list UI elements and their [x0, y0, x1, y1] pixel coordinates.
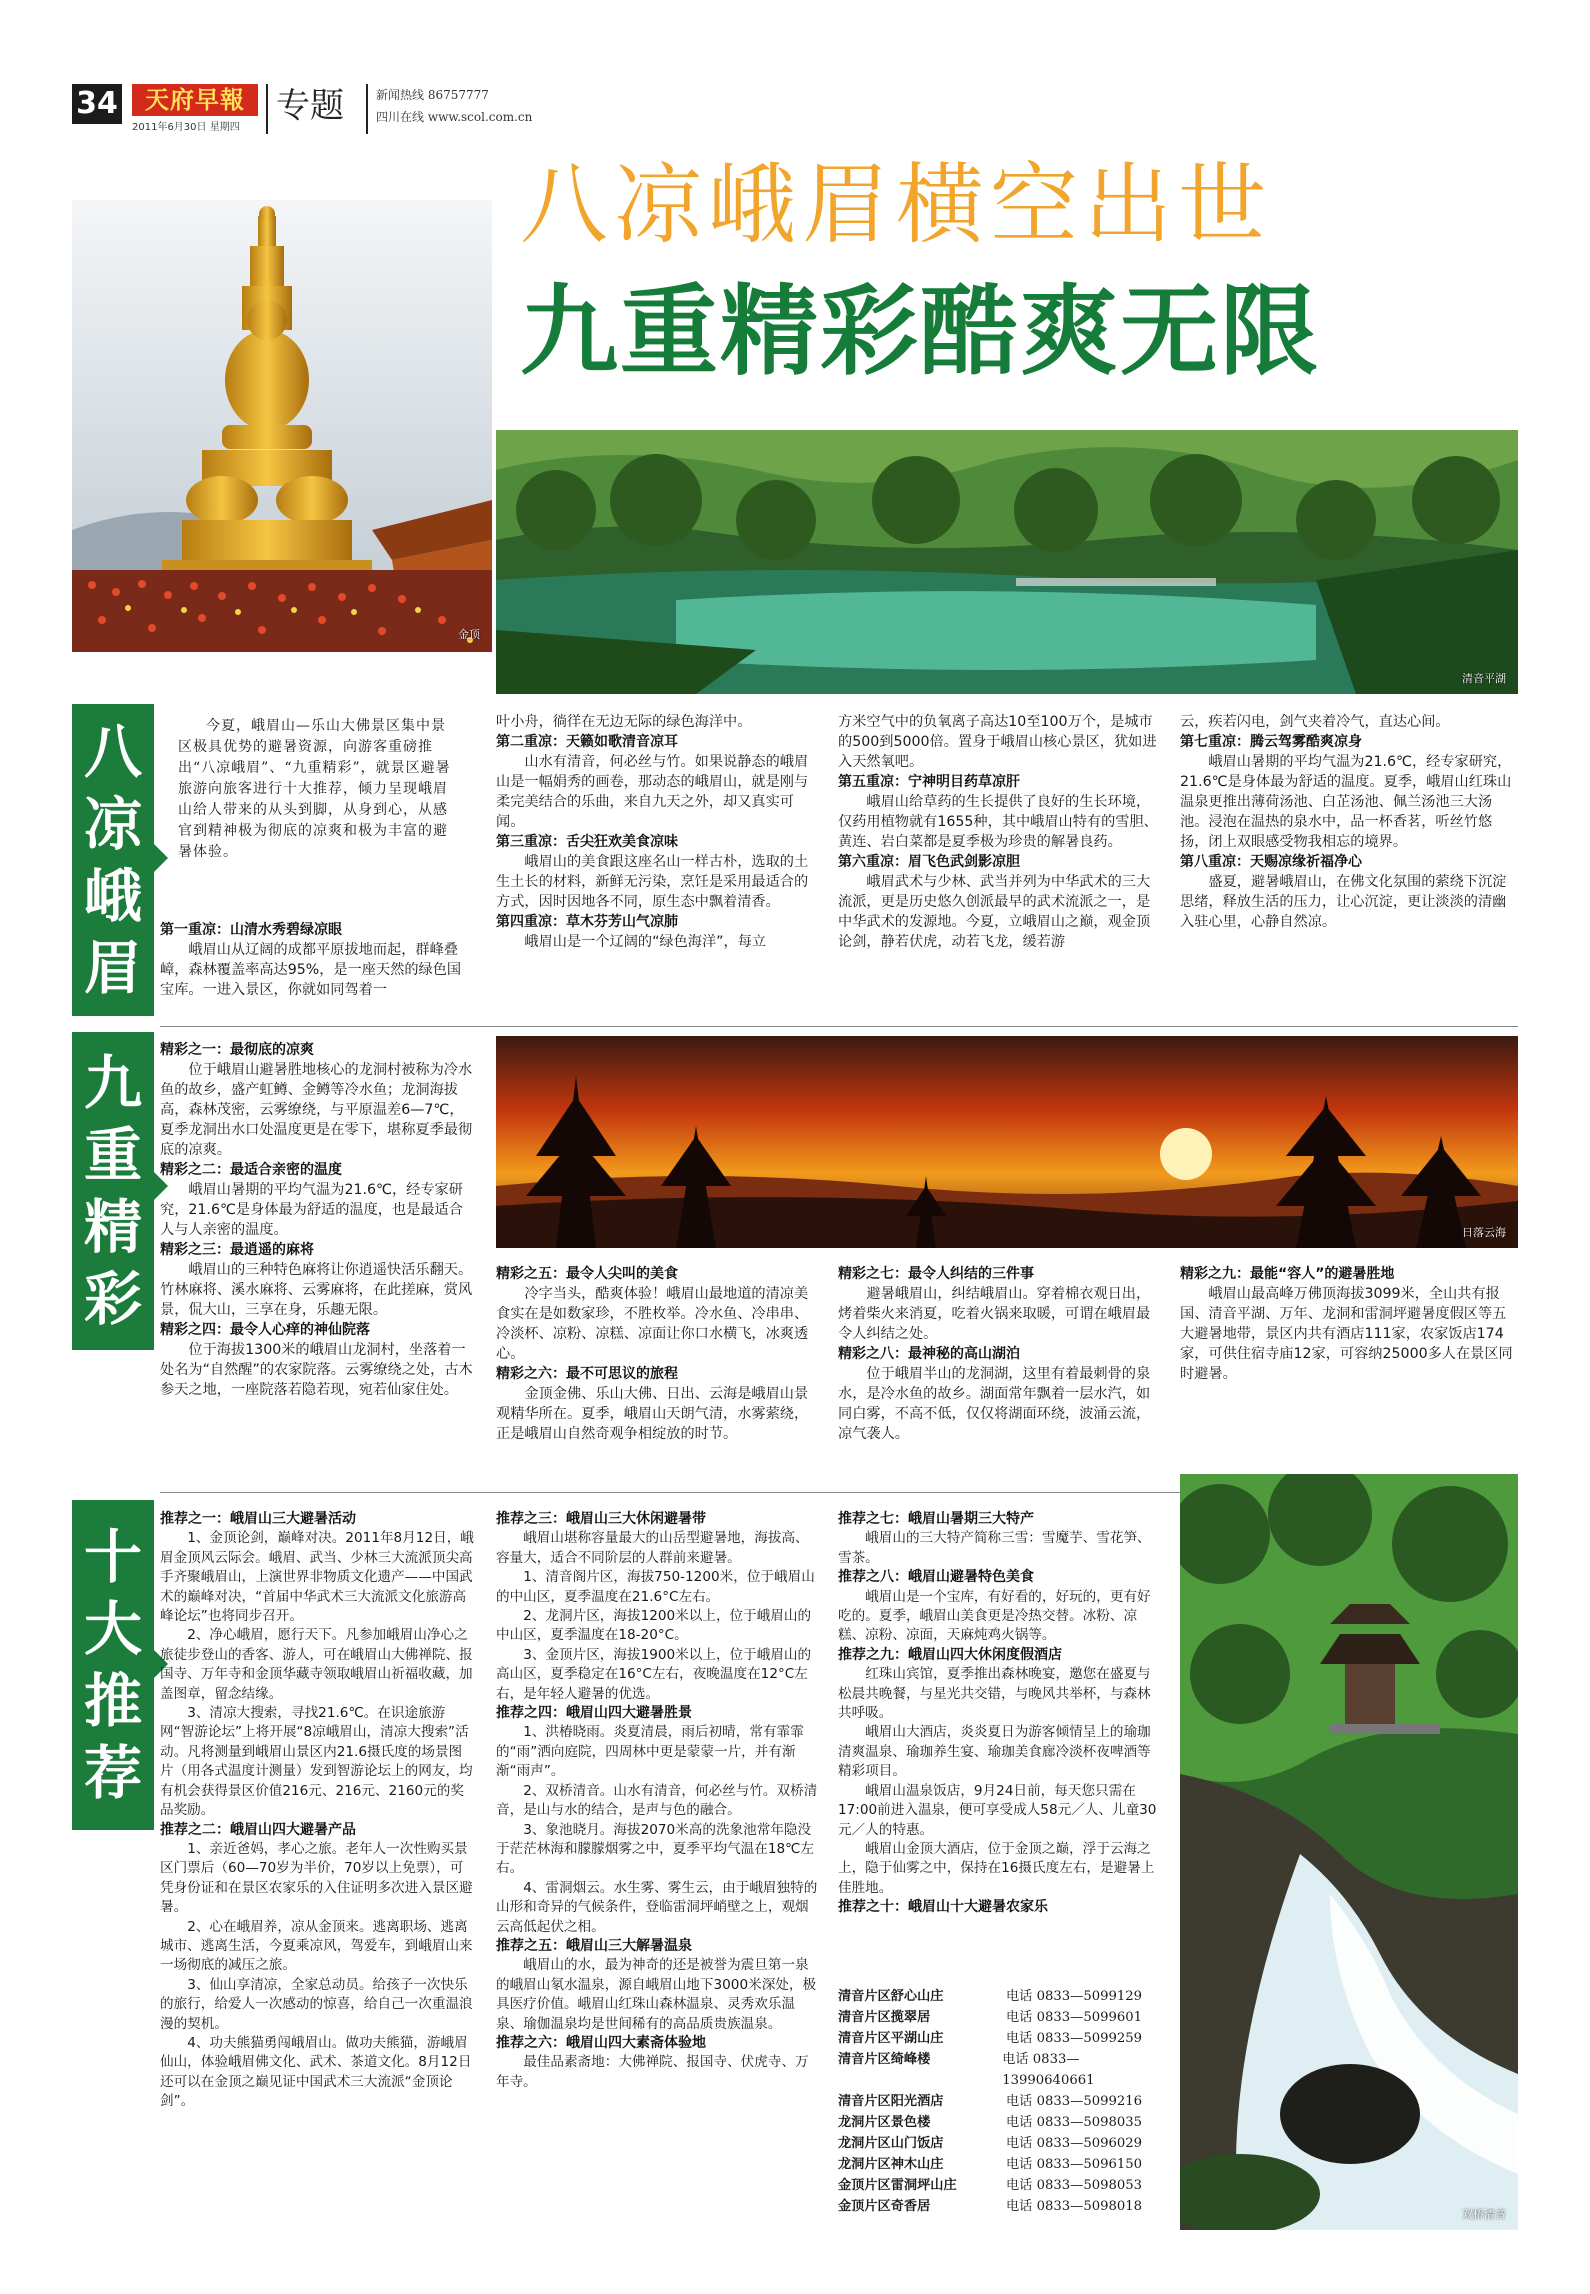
list-item: [838, 2133, 1168, 2154]
body-text: 方米空气中的负氧离子高达10至100万个，是城市的500到5000倍。置身于峨眉山核心景区，犹如进入天然氧吧。: [838, 714, 1157, 770]
ba-liang-column-2: [496, 712, 818, 952]
photo-caption-shuangqiao: 双桥清音: [1462, 2208, 1506, 2221]
body-text: 峨眉山暑期的平均气温为21.6℃，经专家研究，21.6℃是身体最为舒适的温度，也是最适合人与人亲密的温度。: [160, 1182, 463, 1238]
section-heading: 第四重凉：草木芬芳山气凉肺: [496, 914, 678, 930]
tab-char: 九: [83, 1049, 142, 1117]
farmhouse-name: 龙洞片区神木山庄: [838, 2157, 944, 2172]
section-heading: 精彩之一：最彻底的凉爽: [160, 1042, 314, 1058]
body-text: 峨眉山的水，最为神奇的还是被誉为震旦第一泉的峨眉山氡水温泉，源自峨眉山地下3000米深处，极具医疗价值。峨眉山红珠山森林温泉、灵秀欢乐温泉、瑜伽温泉均是世间稀有的高品质贵族温泉。: [496, 1957, 817, 2032]
body-text: 峨眉山给草药的生长提供了良好的生长环境，仅药用植物就有1655种，其中峨眉山特有的雪胆、黄连、岩白菜都是夏季极为珍贵的解暑良药。: [838, 794, 1158, 850]
section-divider: [160, 1026, 1518, 1027]
section-heading: 推荐之六：峨眉山四大素斋体验地: [496, 2034, 706, 2051]
body-text: 山水有清音，何必丝与竹。如果说静态的峨眉山是一幅娟秀的画卷，那动态的峨眉山，就是刚与柔完美结合的乐曲，来自九天之外，却又真实可闻。: [496, 754, 809, 830]
tab-shi-da-tuijian: [72, 1500, 154, 1830]
body-text: 1、洪椿晓雨。炎夏清晨，雨后初晴，常有霏霏的“雨”洒向庭院，四周林中更是蒙蒙一片，并有渐渐“雨声”。: [496, 1724, 804, 1780]
sunset-sea-of-clouds-photo: [496, 1036, 1518, 1248]
farmhouse-name: 清音片区阳光酒店: [838, 2094, 944, 2109]
section-heading: 推荐之九：峨眉山四大休闲度假酒店: [838, 1646, 1062, 1663]
photo-caption-qingyin: 清音平湖: [1462, 672, 1506, 685]
body-text: 冷字当头，酷爽体验！峨眉山最地道的清凉美食实在是如数家珍，不胜枚举。冷水鱼、冷串串、冷淡杯、凉粉、凉糕、凉面让你口水横飞，冰爽透心。: [496, 1286, 809, 1362]
shi-da-column-1: [160, 1510, 474, 2112]
tab-char: 彩: [83, 1265, 142, 1333]
body-text: 峨眉山最高峰万佛顶海拔3099米，全山共有报国、清音平湖、万年、龙洞和雷洞坪避暑度假区等五大避暑地带，景区内共有酒店111家，农家饭店174家，可供住宿寺庙12家，可容纳25000多人在景区同时避暑。: [1180, 1286, 1513, 1382]
section-heading: 第六重凉：眉飞色武剑影凉胆: [838, 854, 1020, 870]
body-text: 峨眉山大酒店，炎炎夏日为游客倾情呈上的瑜珈清爽温泉、瑜珈养生宴、瑜珈美食廊冷淡杯夜啤酒等精彩项目。: [838, 1724, 1151, 1780]
tab-char: 重: [83, 1121, 142, 1189]
tab-char: 荐: [83, 1739, 142, 1807]
news-hotline: 新闻热线 86757777: [376, 88, 489, 102]
body-text: 叶小舟，徜徉在无边无际的绿色海洋中。: [496, 714, 752, 730]
section-heading: 推荐之十：峨眉山十大避暑农家乐: [838, 1899, 1048, 1916]
section-heading: 推荐之四：峨眉山四大避暑胜景: [496, 1705, 692, 1722]
body-text: 云，疾若闪电，剑气夹着冷气，直达心间。: [1180, 714, 1450, 730]
farmhouse-name: 金顶片区雷洞坪山庄: [838, 2178, 957, 2193]
body-text: 峨眉山金顶大酒店，位于金顶之巅，浮于云海之上，隐于仙雾之中，保持在16摄氏度左右，是避暑上佳胜地。: [838, 1840, 1155, 1896]
body-text: 峨眉山温泉饭店，9月24日前，每天您只需在17:00前进入温泉，便可享受成人58元／人、儿童30元／人的特惠。: [838, 1782, 1157, 1838]
list-item: [838, 2196, 1168, 2217]
jiu-zhong-column-4: [1180, 1264, 1518, 1384]
masthead-divider: [266, 84, 268, 134]
shi-da-column-3: [838, 1510, 1160, 1918]
body-text: 2、龙洞片区，海拔1200米以上，位于峨眉山的中山区，夏季温度在18-20°C。: [496, 1608, 812, 1644]
list-item: [838, 2007, 1168, 2028]
section-heading: 精彩之九：最能“容人”的避暑胜地: [1180, 1266, 1395, 1282]
section-heading: 精彩之四：最令人心痒的神仙院落: [160, 1322, 370, 1338]
body-text: 盛夏，避暑峨眉山，在佛文化氛围的萦绕下沉淀思绪，释放生活的压力，让心沉淀，更让淡淡的清幽入驻心里，心静自然凉。: [1180, 874, 1507, 930]
section-heading: 精彩之五：最令人尖叫的美食: [496, 1266, 678, 1282]
section-heading: 第七重凉：腾云驾雾酷爽凉身: [1180, 734, 1362, 750]
section-heading: 精彩之八：最神秘的高山湖泊: [838, 1346, 1020, 1362]
farmhouse-name: 清音片区揽翠居: [838, 2010, 931, 2025]
body-text: 位于海拔1300米的峨眉山龙洞村，坐落着一处名为“自然醒”的农家院落。云雾缭绕之处，古木参天之地，一座院落若隐若现，宛若仙家住处。: [160, 1342, 473, 1398]
section-heading: 精彩之二：最适合亲密的温度: [160, 1162, 342, 1178]
body-text: 峨眉山从辽阔的成都平原拔地而起，群峰叠嶂，森林覆盖率高达95%，是一座天然的绿色国宝库。一进入景区，你就如同驾着一: [160, 942, 462, 998]
section-heading: 推荐之五：峨眉山三大解暑温泉: [496, 1937, 692, 1954]
body-text: 峨眉武术与少林、武当并列为中华武术的三大流派，更是历史悠久创派最早的武术流派之一，是中华武术的发源地。今夏，立峨眉山之巅，观金顶论剑，静若伏虎，动若飞龙，缓若游: [838, 874, 1151, 950]
body-text: 红珠山宾馆，夏季推出森林晚宴，邀您在盛夏与松晨共晚餐，与星光共交错，与晚风共举杯，与森林共呼吸。: [838, 1666, 1151, 1722]
photo-caption-golden-summit: 金顶: [458, 628, 480, 641]
body-text: 峨眉山暑期的平均气温为21.6℃，经专家研究，21.6℃是身体最为舒适的温度。夏季，峨眉山红珠山温泉更推出薄荷汤池、白芷汤池、佩兰汤池三大汤池。浸泡在温热的泉水中，品一杯香茗，听丝竹悠扬，闭上双眼感受物我相忘的境界。: [1180, 754, 1512, 850]
tab-char: 精: [83, 1193, 142, 1261]
body-text: 峨眉山是一个宝库，有好看的，好玩的，更有好吃的。夏季，峨眉山美食更是冷热交替。冰粉、凉糕、凉粉、凉面，天麻炖鸡火锅等。: [838, 1588, 1151, 1644]
body-text: 3、金顶片区，海拔1900米以上，位于峨眉山的高山区，夏季稳定在16°C左右，夜晚温度在12°C左右，是年轻人避暑的优选。: [496, 1646, 812, 1702]
ba-liang-column-1: [160, 920, 472, 1000]
shuangqiao-qingyin-photo: [1180, 1474, 1518, 2230]
tab-arrow: [154, 844, 168, 872]
farmhouse-phone: 电话 0833—5096150: [1006, 2157, 1143, 2172]
farmhouse-phone: 电话 0833—5099259: [1006, 2031, 1143, 2046]
tab-char: 推: [83, 1667, 142, 1735]
paper-logo: 天府早報: [132, 84, 258, 116]
jiu-zhong-column-3: [838, 1264, 1160, 1444]
section-heading: 第八重凉：天赐凉缘祈福净心: [1180, 854, 1362, 870]
list-item: [838, 1986, 1168, 2007]
section-heading: 第五重凉：宁神明目药草凉肝: [838, 774, 1020, 790]
website: 四川在线 www.scol.com.cn: [376, 110, 533, 124]
masthead-divider: [366, 84, 368, 134]
list-item: [838, 2049, 1168, 2091]
body-text: 峨眉山的美食跟这座名山一样古朴，选取的土生土长的材料，新鲜无污染，烹饪是采用最适合的方式，因时因地各不同，原生态中飘着清香。: [496, 854, 809, 910]
qingyin-lake-photo: [496, 430, 1518, 694]
farmhouse-name: 金顶片区奇香居: [838, 2199, 931, 2214]
farmhouse-name: 清音片区绮峰楼: [838, 2052, 931, 2067]
tab-char: 八: [83, 718, 142, 786]
body-text: 最佳品素斋地：大佛禅院、报国寺、伏虎寺、万年寺。: [496, 2054, 809, 2090]
tab-char: 十: [83, 1523, 142, 1591]
body-text: 金顶金佛、乐山大佛、日出、云海是峨眉山景观精华所在。夏季，峨眉山天朗气清，水雾萦绕，正是峨眉山自然奇观争相绽放的时节。: [496, 1386, 809, 1442]
farmhouse-phone: 电话 0833—5099601: [1006, 2010, 1143, 2025]
ba-liang-column-4: [1180, 712, 1518, 932]
list-item: [838, 2154, 1168, 2175]
body-text: 3、象池晓月。海拔2070米高的洗象池常年隐没于茫茫林海和朦朦烟雾之中，夏季平均气温在18℃左右。: [496, 1821, 815, 1877]
section-heading: 推荐之八：峨眉山避暑特色美食: [838, 1569, 1034, 1586]
section-heading: 第一重凉：山清水秀碧绿凉眼: [160, 922, 342, 938]
golden-summit-photo: [72, 200, 492, 652]
section-heading: 精彩之七：最令人纠结的三件事: [838, 1266, 1034, 1282]
section-heading: 推荐之一：峨眉山三大避暑活动: [160, 1511, 356, 1527]
body-text: 2、双桥清音。山水有清音，何必丝与竹。双桥清音，是山与水的结合，是声与色的融合。: [496, 1782, 818, 1819]
section-name: 专题: [276, 86, 344, 126]
body-text: 3、仙山享清凉，全家总动员。给孩子一次快乐的旅行，给爱人一次感动的惊喜，给自己一次重温浪漫的契机。: [160, 1976, 473, 2032]
farmhouse-phone: 电话 0833—5096029: [1006, 2136, 1143, 2151]
jiu-zhong-column-1: [160, 1040, 474, 1400]
tab-jiu-zhong-jingcai: [72, 1032, 154, 1350]
body-text: 避暑峨眉山，纠结峨眉山。穿着棉衣观日出，烤着柴火来消夏，吃着火锅来取暖，可谓在峨眉最令人纠结之处。: [838, 1286, 1151, 1342]
body-text: 4、雷洞烟云。水生雾、雾生云，由于峨眉独特的山形和奇异的气候条件，登临雷洞坪峭壁之上，观烟云高低起伏之相。: [496, 1879, 818, 1935]
ba-liang-column-3: [838, 712, 1160, 952]
section-heading: 精彩之六：最不可思议的旅程: [496, 1366, 678, 1382]
body-text: 位于峨眉山避暑胜地核心的龙洞村被称为冷水鱼的故乡，盛产虹鳟、金鳟等冷水鱼；龙洞海拔高，森林茂密，云雾缭绕，与平原温差6—7℃，夏季龙洞出水口处温度更是在零下，堪称夏季最彻底的凉爽。: [160, 1062, 473, 1158]
farmhouse-phone: 电话 0833—5099216: [1006, 2094, 1143, 2109]
farmhouse-name: 清音片区舒心山庄: [838, 1989, 944, 2004]
headline-line1: 八凉峨眉横空出世: [520, 153, 1273, 256]
section-heading: 精彩之三：最逍遥的麻将: [160, 1242, 314, 1258]
section-heading: 推荐之二：峨眉山四大避暑产品: [160, 1821, 356, 1838]
section-heading: 第三重凉：舌尖狂欢美食凉味: [496, 834, 678, 850]
farmhouse-phone: 电话 0833—5098035: [1006, 2115, 1143, 2130]
photo-caption-sunset: 日落云海: [1462, 1226, 1506, 1239]
section-heading: 推荐之七：峨眉山暑期三大特产: [838, 1511, 1034, 1527]
section-heading: 推荐之三：峨眉山三大休闲避暑带: [496, 1511, 706, 1527]
section-heading: 第二重凉：天籁如歌清音凉耳: [496, 734, 678, 750]
farmhouse-name: 龙洞片区景色楼: [838, 2115, 931, 2130]
body-text: 3、清凉大搜索，寻找21.6℃。在识途旅游网“智游论坛”上将开展“8凉峨眉山，清凉大搜索”活动。凡将测量到峨眉山景区内21.6摄氏度的场景图片（用各式温度计测量）发到智游论坛上的网友，均有机会获得景区价值216元、216元、2160元的奖品奖励。: [160, 1705, 473, 1819]
body-text: 峨眉山的三种特色麻将让你逍遥快活乐翻天。竹林麻将、溪水麻将、云雾麻将，在此搓麻，赏风景，侃大山，三享在身，乐趣无限。: [160, 1262, 473, 1318]
intro-paragraph: 今夏，峨眉山—乐山大佛景区集中景区极具优势的避暑资源，向游客重磅推出“八凉峨眉”、“九重精彩”，就景区避暑旅游向旅客进行十大推荐，倾力呈现峨眉山给人带来的从头到脚，从身到心，从感官到精神极为彻底的凉爽和极为丰富的避暑体验。: [178, 718, 451, 860]
tab-char: 大: [83, 1595, 142, 1663]
farmhouse-contact-list: [838, 1986, 1168, 2217]
tab-ba-liang-emei: [72, 704, 154, 1016]
body-text: 2、净心峨眉，愿行天下。凡参加峨眉山净心之旅徒步登山的香客、游人，可在峨眉山大佛禅院、报国寺、万年寺和金顶华藏寺领取峨眉山祈福收藏，加盖图章，留念结缘。: [160, 1627, 473, 1702]
list-item: [838, 2112, 1168, 2133]
list-item: [838, 2091, 1168, 2112]
body-text: 峨眉山是一个辽阔的“绿色海洋”，每立: [524, 934, 767, 950]
body-text: 2、心在峨眉养，凉从金顶来。逃离职场、逃离城市、逃离生活，今夏乘凉风，驾爱车，到峨眉山来一场彻底的减压之旅。: [160, 1918, 473, 1974]
headline-line2: 九重精彩酷爽无限: [520, 275, 1321, 389]
tab-char: 凉: [83, 790, 142, 858]
list-item: [838, 2175, 1168, 2196]
page-number: 34: [72, 84, 122, 124]
farmhouse-name: 龙洞片区山门饭店: [838, 2136, 944, 2151]
list-item: [838, 2028, 1168, 2049]
body-text: 1、清音阁片区，海拔750-1200米，位于峨眉山的中山区，夏季温度在21.6°C左右。: [496, 1569, 815, 1605]
body-text: 峨眉山的三大特产简称三雪：雪魔芋、雪花笋、雪茶。: [838, 1530, 1151, 1566]
body-text: 峨眉山堪称容量最大的山岳型避暑地，海拔高、容量大，适合不同阶层的人群前来避暑。: [496, 1530, 809, 1566]
farmhouse-phone: 电话 0833—5099129: [1006, 1989, 1143, 2004]
body-text: 4、功夫熊猫勇闯峨眉山。做功夫熊猫，游峨眉仙山，体验峨眉佛文化、武术、茶道文化。8月12日还可以在金顶之巅见证中国武术三大流派“金顶论剑”。: [160, 2034, 472, 2110]
tab-char: 眉: [83, 934, 142, 1002]
issue-date: 2011年6月30日 星期四: [132, 122, 240, 133]
shi-da-column-2: [496, 1510, 818, 2092]
farmhouse-phone: 电话 0833—13990640661: [1002, 2052, 1095, 2088]
body-text: 1、金顶论剑，巅峰对决。2011年8月12日，峨眉金顶风云际会。峨眉、武当、少林三大流派顶尖高手齐聚峨眉山，上演世界非物质文化遗产——中国武术的巅峰对决，“首届中华武术三大流派文化旅游高峰论坛”也将同步召开。: [160, 1530, 474, 1625]
body-text: 1、亲近爸妈，孝心之旅。老年人一次性购买景区门票后（60—70岁为半价，70岁以上免票），可凭身份证和在景区农家乐的入住证明多次进入景区避暑。: [160, 1840, 473, 1916]
body-text: 位于峨眉半山的龙洞湖，这里有着最刺骨的泉水，是冷水鱼的故乡。湖面常年飘着一层水汽，如同白雾，不高不低，仅仅将湖面环绕，波涌云流，凉气袭人。: [838, 1366, 1151, 1442]
jiu-zhong-column-2: [496, 1264, 818, 1444]
farmhouse-phone: 电话 0833—5098053: [1006, 2178, 1143, 2193]
tab-char: 峨: [83, 862, 142, 930]
farmhouse-name: 清音片区平湖山庄: [838, 2031, 944, 2046]
farmhouse-phone: 电话 0833—5098018: [1006, 2199, 1143, 2214]
